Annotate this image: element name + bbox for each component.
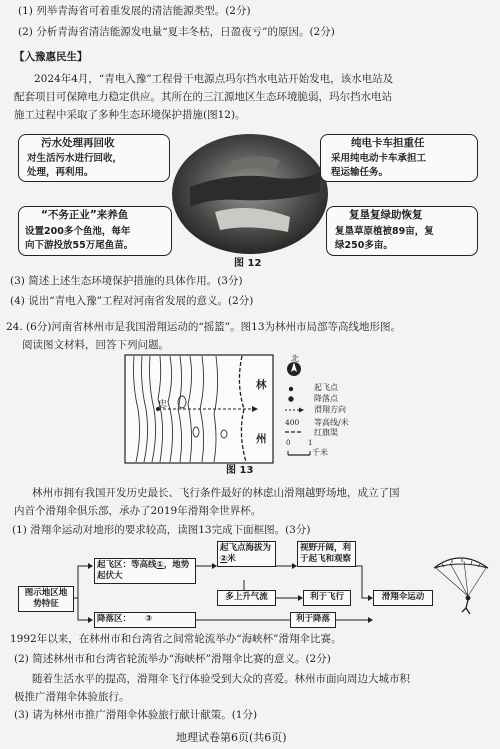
box-fish-line-1: 设置200多个鱼池，每年 — [25, 226, 131, 237]
tail-line-2: 随着生活水平的提高，滑翔伞飞行体验受到大众的喜爱。林州市面向周边大城市积 — [32, 673, 410, 685]
dam-photo — [170, 132, 330, 257]
legend-contour: 等高线/米 — [314, 418, 349, 427]
scale-label: 千米 — [312, 448, 328, 457]
flow-terrain-text: 图示地区地势特征 — [24, 588, 68, 609]
map-label-zhou: 州 — [256, 433, 267, 445]
flow-elevation-text: 起飞点海拔为 — [220, 543, 272, 553]
box-reveg-line-2: 绿250多亩。 — [335, 240, 393, 251]
scale-zero: 0 — [286, 439, 291, 447]
flow-updraft-box — [217, 590, 276, 606]
flow-blank-1: ① — [156, 560, 164, 570]
box-sewage — [18, 134, 170, 182]
flow-elevation-box — [217, 541, 276, 567]
flow-terrain-box — [18, 586, 74, 612]
legend-takeoff: 起飞点 — [314, 383, 338, 392]
tail-question-2: (2) 简述林州市和台湾省轮流举办“海峡杯”滑翔伞比赛的意义。(2分) — [14, 653, 331, 665]
page-footer: 地理试卷第6页(共6页) — [176, 731, 287, 744]
question-1: (1) 列举青海省可着重发展的清洁能源类型。(2分) — [18, 5, 251, 17]
box-sewage-title: 污水处理再回收 — [41, 137, 115, 149]
flow-elevation-unit: 米 — [227, 554, 236, 564]
legend-direction: 滑翔方向 — [314, 405, 346, 414]
scale-one: 1 — [308, 439, 313, 447]
passage-line-2: 内首个滑翔伞俱乐部，承办了2019年滑翔伞世界杯。 — [14, 505, 262, 517]
tail-line-3: 极推广滑翔伞体验旅行。 — [14, 691, 130, 703]
flow-landing-text: 降落区： — [97, 614, 132, 624]
flow-takeoff-tail: ，地势起伏大 — [97, 560, 190, 581]
intro-line-3: 施工过程中采取了多种生态环境保护措施(图12)。 — [14, 109, 246, 121]
north-label: 北 — [291, 354, 299, 363]
intro-line-1: 2024年4月，“青电入豫”工程骨干电源点玛尔挡水电站开始发电，该水电站及 — [34, 73, 394, 85]
box-truck-line-2: 程运输任务。 — [331, 167, 389, 178]
passage-line-1: 林州市拥有我国开发历史最长、飞行条件最好的林虑山滑翔越野场地，成立了国 — [32, 487, 400, 499]
question-4: (4) 说出“青电入豫”工程对河南省发展的意义。(2分) — [10, 295, 254, 307]
flow-view-box — [297, 541, 356, 567]
q24-line-2: 阅读图文材料，回答下列问题。 — [22, 339, 169, 351]
figure-13-caption: 图 13 — [226, 465, 254, 476]
flow-land-box — [290, 612, 336, 628]
figure-12-caption: 图 12 — [234, 258, 262, 269]
flow-blank-3: ③ — [145, 614, 153, 624]
box-fish-line-2: 向下游投放55万尾鱼苗。 — [25, 240, 134, 251]
box-fish-title: “不务正业”来养鱼 — [41, 209, 129, 221]
paraglider-icon — [430, 552, 492, 618]
legend-canal: 红旗渠 — [314, 428, 338, 437]
box-fish — [18, 206, 172, 256]
box-revegetation — [326, 206, 478, 256]
box-truck-title: 纯电卡车担重任 — [351, 137, 425, 149]
intro-line-2: 配套项目可保障电力稳定供应。其所在的三江源地区生态环境脆弱，玛尔挡水电站 — [14, 91, 392, 103]
box-truck-line-1: 采用纯电动卡车承担工 — [331, 153, 427, 164]
box-reveg-title: 复垦复绿助恢复 — [349, 209, 423, 221]
flow-flight-text: 利于飞行 — [309, 592, 344, 602]
legend-landing: 降落点 — [314, 394, 338, 403]
box-sewage-line-1: 对生活污水进行回收， — [27, 153, 123, 164]
flow-takeoff-text: 起飞区：等高线 — [97, 560, 157, 570]
passage-question-1: (1) 滑翔伞运动对地形的要求较高，读图13完成下面框图。(3分) — [12, 524, 311, 536]
flow-view-text: 视野开阔，利于起飞和观察 — [300, 543, 352, 564]
flow-flight-box — [303, 590, 351, 606]
flow-land-text: 利于降落 — [295, 614, 330, 624]
box-electric-truck — [320, 134, 478, 182]
legend-contour-value: 400 — [285, 418, 300, 427]
flow-takeoff-box — [94, 558, 196, 584]
flow-updraft-text: 多上升气流 — [225, 592, 268, 602]
flow-result-text: 滑翔伞运动 — [381, 592, 425, 602]
q24-line-1: 24. (6分)河南省林州市是我国滑翔运动的“摇篮”。图13为林州市局部等高线地形图。 — [6, 321, 402, 333]
question-2: (2) 分析青海省清洁能源发电量“夏丰冬枯，日盈夜亏”的原因。(2分) — [18, 26, 335, 38]
map-label-lin: 林 — [256, 379, 267, 391]
box-sewage-line-2: 处理，再利用。 — [27, 167, 94, 178]
legend-symbols — [283, 384, 307, 446]
tail-question-3: (3) 请为林州市推广滑翔伞体验旅行献计献策。(1分) — [14, 709, 258, 721]
tail-line-1: 1992年以来，在林州市和台湾省之间常轮流举办“海峡杯”滑翔伞比赛。 — [10, 633, 342, 645]
contour-map — [124, 354, 274, 464]
box-reveg-line-1: 复垦草原植被89亩，复 — [335, 226, 434, 237]
map-label-zhong: 忠 — [158, 400, 168, 410]
section-heading: 【入豫惠民生】 — [14, 51, 88, 63]
flow-result-box — [373, 590, 433, 606]
flow-blank-2: ② — [220, 554, 228, 564]
question-3: (3) 简述上述生态环境保护措施的具体作用。(3分) — [10, 275, 243, 287]
flow-landing-box — [94, 612, 196, 628]
